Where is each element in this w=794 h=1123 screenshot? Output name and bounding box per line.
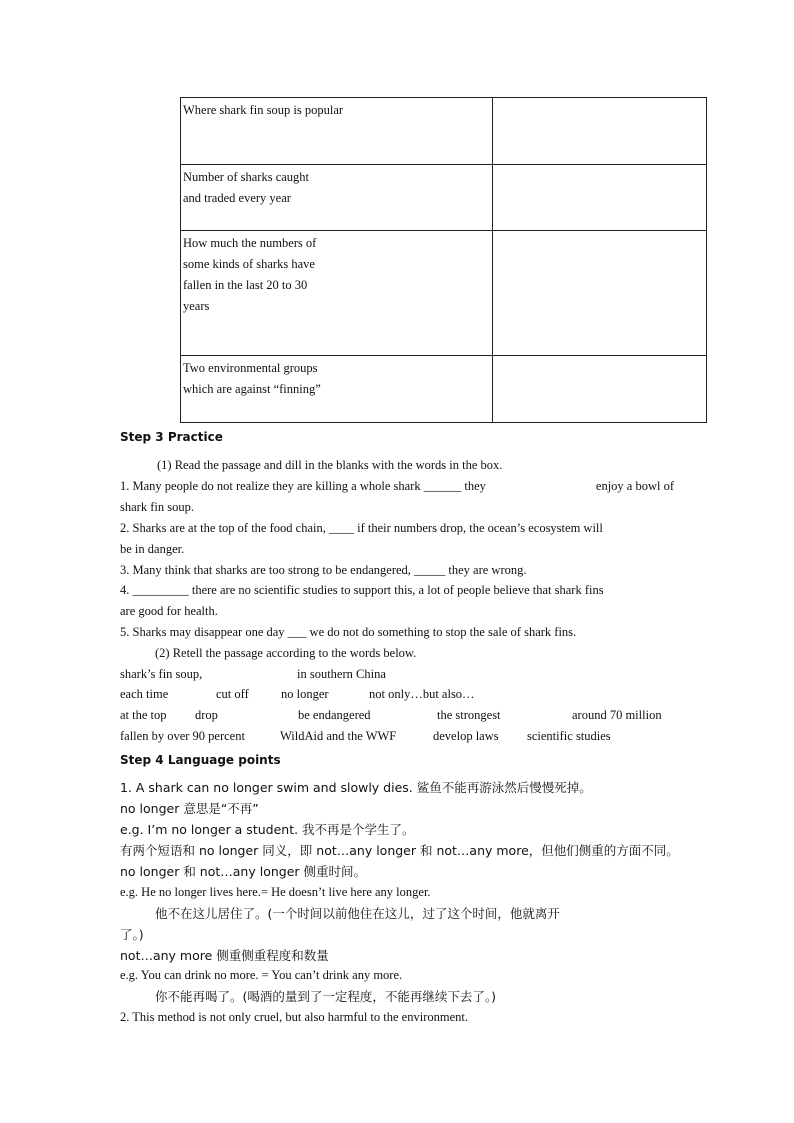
word-bank-item: around 70 million [572,708,662,722]
sentence-4-cont: are good for health. [120,604,218,618]
word-bank-item: shark’s fin soup, [120,667,203,681]
table-answer-cell[interactable] [493,231,707,356]
question-text: How much the numbers of some kinds of sharks have fallen in the last 20 to 30 years [183,236,317,313]
sentence-4: 4. _________ there are no scientific studies to support this, a lot of people believe that shark fins [120,583,604,597]
language-point-text: no longer 意思是“不再” [120,801,259,816]
practice-instruction-1: (1) Read the passage and dill in the blanks with the words in the box. [157,458,503,472]
shark-facts-table [180,97,707,423]
language-point-translation-cont: 了。) [120,927,144,942]
table-question-cell [181,98,493,165]
sentence-2-cont: be in danger. [120,542,185,556]
language-point-example: e.g. He no longer lives here.= He doesn’t live here any longer. [120,885,431,899]
language-point-text: no longer 和 not…any longer 侧重时间。 [120,864,367,879]
language-point-translation: 他不在这儿居住了。(一个时间以前他住在这儿，过了这个时间，他就离开 [155,906,560,921]
language-point-example: e.g. You can drink no more. = You can’t drink any more. [120,968,403,982]
table-question-cell [181,165,493,231]
table-question-cell [181,356,493,423]
language-point-translation: 你不能再喝了。(喝酒的量到了一定程度，不能再继续下去了。) [155,989,497,1004]
table-answer-cell[interactable] [493,165,707,231]
word-bank-row-3 [120,705,680,726]
word-bank-item: develop laws [433,729,499,743]
word-bank-row-2 [120,684,680,705]
word-bank-row-4 [120,726,680,747]
word-bank-row-1 [120,664,680,685]
word-bank-item: not only…but also… [369,687,475,701]
word-bank-item: be endangered [298,708,371,722]
table-row [181,356,707,423]
step3-heading: Step 3 Practice [120,430,223,444]
language-point-1: 1. A shark can no longer swim and slowly dies. 鲨鱼不能再游泳然后慢慢死掉。 [120,780,592,795]
sentence-5: 5. Sharks may disappear one day ___ we do not do something to stop the sale of shark fins. [120,625,577,639]
language-point-text: not…any more 侧重侧重程度和数量 [120,948,329,963]
language-point-example: e.g. I’m no longer a student. 我不再是个学生了。 [120,822,415,837]
sentence-2: 2. Sharks are at the top of the food chain, ____ if their numbers drop, the ocean’s ecosystem will [120,521,603,535]
sentence-1 [120,476,674,497]
word-bank-item: each time [120,687,169,701]
word-bank-item: in southern China [297,667,386,681]
table-question-cell [181,231,493,356]
question-text: Where shark fin soup is popular [183,103,344,117]
sentence-3: 3. Many think that sharks are too strong to be endangered, _____ they are wrong. [120,563,527,577]
word-bank-item: scientific studies [527,729,611,743]
word-bank-item: the strongest [437,708,501,722]
word-bank-item: cut off [216,687,249,701]
table-row [181,165,707,231]
word-bank-item: fallen by over 90 percent [120,729,245,743]
table-answer-cell[interactable] [493,356,707,423]
step4-heading: Step 4 Language points [120,753,281,767]
table-answer-cell[interactable] [493,98,707,165]
word-bank-item: WildAid and the WWF [280,729,397,743]
table-row [181,231,707,356]
practice-instruction-2: (2) Retell the passage according to the words below. [155,646,417,660]
word-bank-item: at the top [120,708,167,722]
question-text: Two environmental groups which are against “finning” [183,361,321,396]
question-text: Number of sharks caught and traded every year [183,170,310,205]
word-bank-item: no longer [281,687,329,701]
sentence-1-part-a: 1. Many people do not realize they are killing a whole shark ______ they [120,479,486,493]
language-point-2: 2. This method is not only cruel, but also harmful to the environment. [120,1010,468,1024]
language-point-text: 有两个短语和 no longer 同义，即 not…any longer 和 not…any more，但他们侧重的方面不同。 [120,843,679,858]
sentence-1-part-b: enjoy a bowl of [595,479,674,493]
word-bank-item: drop [195,708,218,722]
table-row [181,98,707,165]
sentence-1-cont: shark fin soup. [120,500,194,514]
